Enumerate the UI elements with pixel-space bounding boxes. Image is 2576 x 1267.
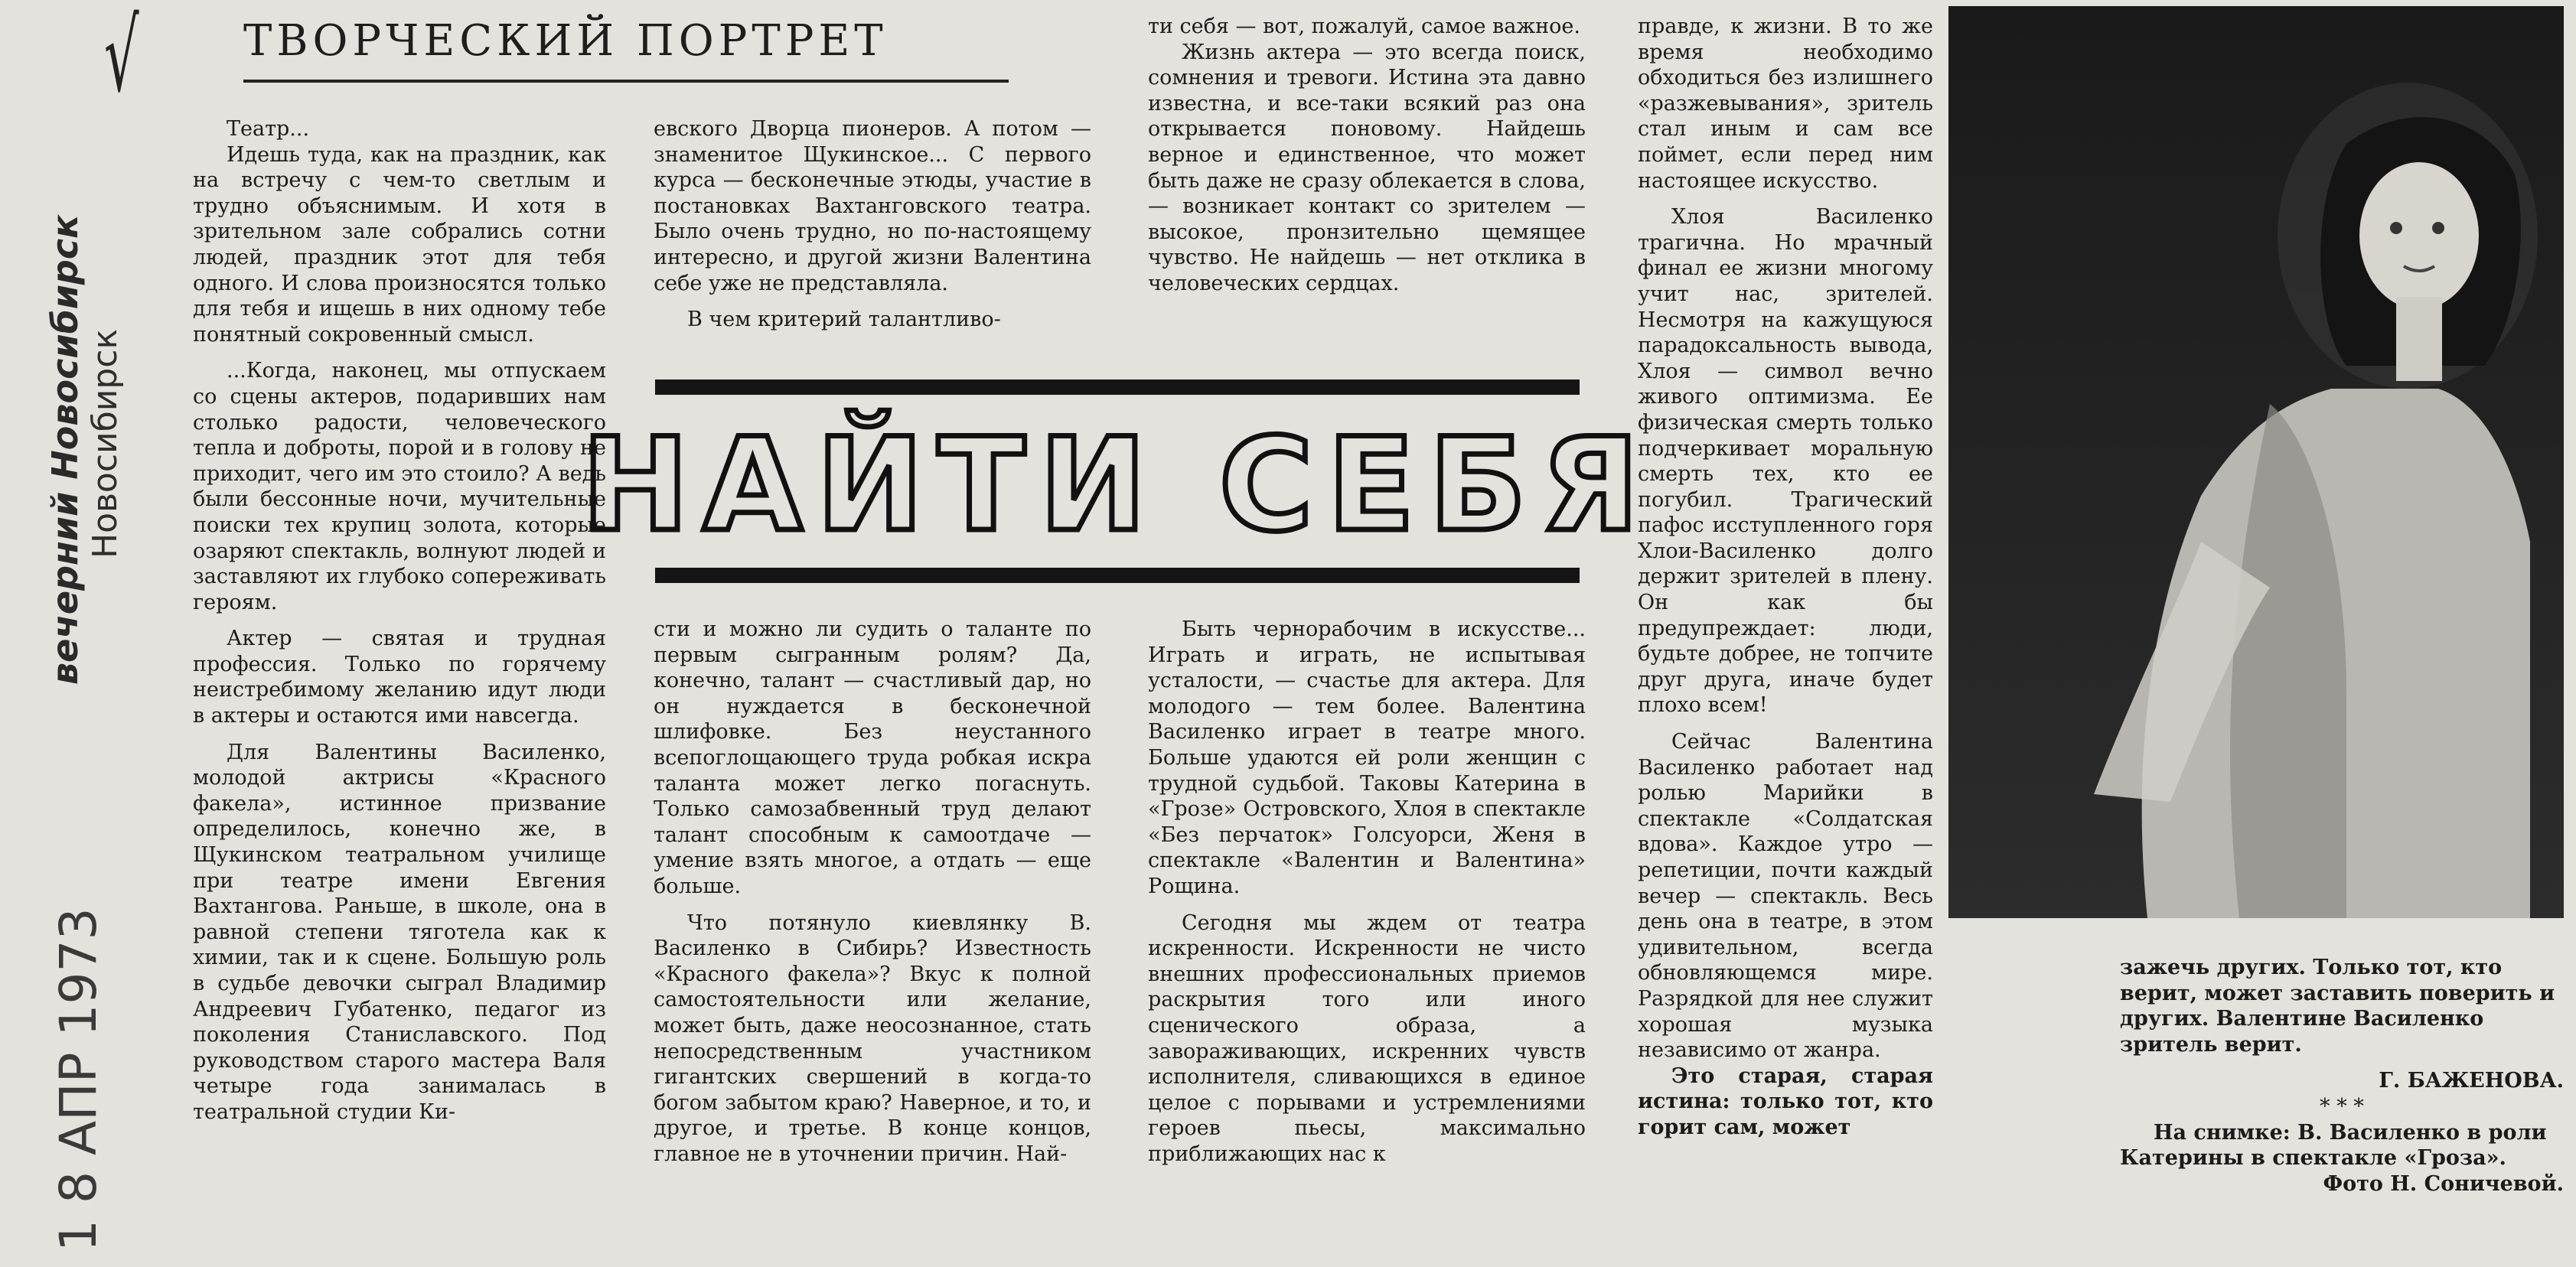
article-column-1: [193, 116, 606, 1125]
section-rubric: ТВОРЧЕСКИЙ ПОРТРЕТ: [243, 16, 888, 66]
paragraph: ти себя — вот, пожалуй, самое важное.: [1148, 15, 1580, 38]
headline-text: НАЙТИ СЕБЯ: [581, 410, 1654, 560]
date-stamp: 1 8 АПР 1973: [49, 907, 108, 1252]
paragraph: сти и можно ли судить о таланте по первым сыгранным ролям? Да, конечно, талант — счастливый дар, но он нуждается в бесконечной шлифовке. Без неустанного всепоглощающего труда робкая искра таланта может легко погаснуть. Только самозабвенный труд делают талант способным к самоотдаче — умение взять многое, а отдать — еще больше.: [654, 617, 1091, 898]
city-label: Новосибирск: [86, 328, 125, 559]
paragraph: Это старая, старая истина: только тот, кто горит сам, может: [1638, 1063, 1933, 1139]
headline-rule-top: [655, 379, 1580, 395]
paragraph: Идешь туда, как на праздник, как на встречу с чем-то светлым и трудно объяснимым. И хотя в зрительном зале собрались сотни людей, праздник этот для тебя одного. И слова произносятся только для тебя и ищешь в них одному тебе понятный сокровенный смысл.: [193, 142, 606, 347]
paragraph: евского Дворца пионеров. А потом — знаменитое Щукинское... С первого курса — бесконечные этюды, участие в постановках Вахтанговского театра. Было очень трудно, но по-настоящему интересно, и другой жизни Валентина себе уже не представляла.: [654, 117, 1091, 295]
paragraph: Театр...: [227, 117, 310, 141]
article-column-3-top: [1148, 14, 1586, 297]
newspaper-masthead: вечерний Новосибирск: [44, 214, 86, 685]
photo-credit: Фото Н. Соничевой.: [2323, 1171, 2564, 1196]
article-column-3-bottom: [1148, 617, 1586, 1167]
portrait-photo: [1948, 6, 2564, 918]
paragraph: Сейчас Валентина Василенко работает над ролью Марийки в спектакле «Солдатская вдова». Каждое утро — репетиции, почти каждый вечер — спектакль. Весь день она в театре, в этом удивительном, всегда обновляющемся мире. Разрядкой для нее служит хорошая музыка независимо от жанра.: [1638, 730, 1933, 1063]
article-column-2-top: [654, 116, 1091, 333]
paragraph: ...Когда, наконец, мы отпускаем со сцены актеров, подаривших нам столько радости, человеческого тепла и доброты, порой и в голову не приходит, чего им это стоило? А ведь были бессонные ночи, мучительные поиски тех крупиц золота, которые озаряют спектакль, волнуют людей и заставляют их глубоко сопереживать героям.: [193, 359, 606, 614]
paragraph: правде, к жизни. В то же время необходимо обходиться без излишнего «разжевывания», зритель стал иным и сам все поймет, если перед ним настоящее искусство.: [1638, 15, 1933, 193]
paragraph: Актер — святая и трудная профессия. Только по горячему неистребимому желанию идут люди в актеры и остаются ими навсегда.: [193, 627, 606, 728]
article-column-2-bottom: [654, 617, 1091, 1167]
author-signature: Г. БАЖЕНОВА.: [2379, 1069, 2564, 1093]
separator-stars: * * *: [2320, 1094, 2364, 1119]
headline: [581, 398, 1654, 566]
paragraph: Что потянуло киевлянку В. Василенко в Сибирь? Известность «Красного факела»? Вкус к полной самостоятельности или желание, может быть, даже неосознанное, стать непосредственным участником гигантских свершений в когда-то богом забытом краю? Наверное, и то, и другое, и третье. В конце концов, главное не в уточнении причин. Най-: [654, 910, 1091, 1166]
paragraph: Быть чернорабочим в искусстве... Играть и играть, не испытывая усталости, — счастье для актера. Для молодого — тем более. Валентина Василенко играет в театре много. Больше удаются ей роли женщин с трудной судьбой. Таковы Катерина в «Грозе» Островского, Хлоя в спектакле «Без перчаток» Голсуорси, Женя в спектакле «Валентин и Валентина» Рощина.: [1148, 617, 1586, 898]
paragraph: Сегодня мы ждем от театра искренности. Искренности не чисто внешних профессиональных приемов раскрытия того или иного сценического образа, а завораживающих, искренних чувств исполнителя, сливающихся в единое целое с порывами и устремлениями героев пьесы, максимально приближающих нас к: [1148, 910, 1586, 1166]
headline-rule-bottom: [655, 568, 1580, 583]
rubric-checkmark: √: [104, 0, 139, 114]
paragraph: Хлоя Василенко трагична. Но мрачный финал ее жизни многому учит нас, зрителей. Несмотря на кажущуюся парадоксальность вывода, Хлоя — символ вечно живого оптимизма. Ее физическая смерть только подчеркивает моральную смерть тех, кто ее погубил. Трагический пафос исступленного горя Хлои-Василенко долго держит зрителей в плену. Он как бы предупреждает: люди, будьте добрее, не топчите друг друга, иначе будет плохо всем!: [1638, 205, 1933, 718]
rubric-underline: [243, 80, 1009, 83]
paragraph: Для Валентины Василенко, молодой актрисы «Красного факела», истинное призвание определилось, конечно же, в Щукинском театральном училище при театре имени Евгения Вахтангова. Раньше, в школе, она в равной степени тяготела как к химии, так и к сцене. Большую роль в судьбе девочки сыграл Владимир Андреевич Губатенко, педагог из поколения Станиславского. Под руководством старого мастера Валя четыре года занималась в театральной студии Ки-: [193, 740, 606, 1124]
article-column-5: [2120, 955, 2564, 1197]
article-column-4: [1638, 14, 1933, 1141]
paragraph: В чем критерий талантливо-: [687, 308, 1001, 332]
paragraph: Жизнь актера — это всегда поиск, сомнения и тревоги. Истина эта давно известна, и все-таки всякий раз она открывается поновому. Найдешь верное и единственное, что может быть даже не сразу облекается в слова, — возникает контакт со зрителем — высокое, пронзительно щемящее чувство. Не найдешь — нет отклика в человеческих сердцах.: [1148, 40, 1586, 295]
paragraph: зажечь других. Только тот, кто верит, может заставить поверить и других. Валентине Василенко зритель верит.: [2120, 956, 2555, 1057]
photo-caption: На снимке: В. Василенко в роли Катерины в спектакле «Гроза».: [2120, 1120, 2547, 1171]
